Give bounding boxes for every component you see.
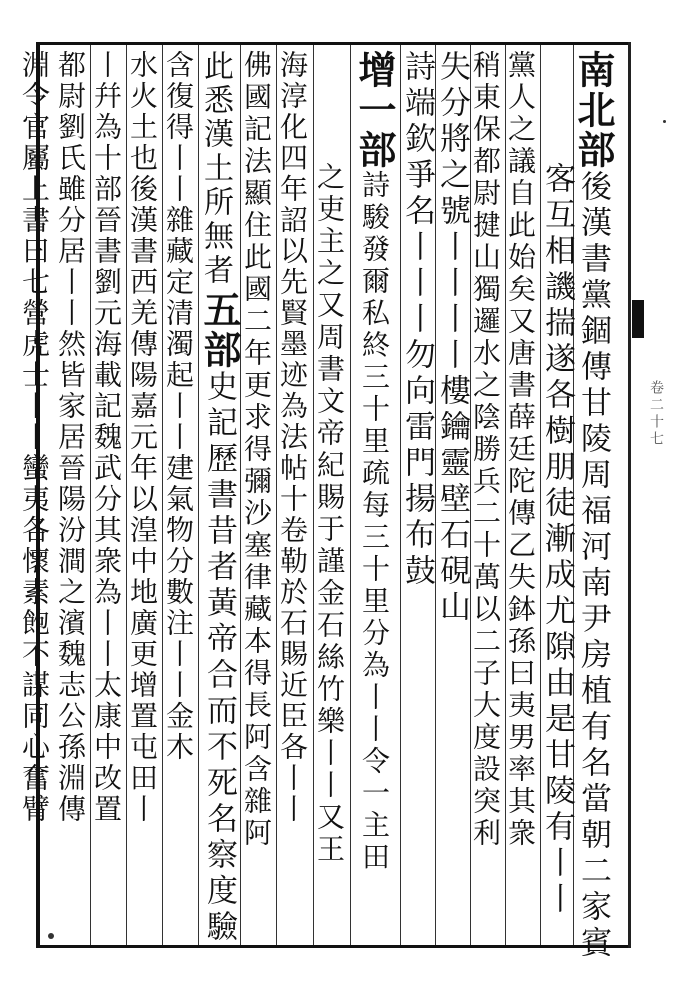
text-column <box>539 162 575 918</box>
column-text: 黨人之議自此始矣又唐書薛廷陀傳乙失鉢孫曰夷男率其衆 <box>504 50 537 850</box>
column-text: 客互相譏揣遂各樹朋徒漸成尤隙由是甘陵有丨丨 <box>539 162 575 918</box>
column-text: 此悉漢土所無者 <box>198 50 233 288</box>
column-text: 之吏主之又周書文帝紀賜于謹金石絲竹樂丨丨又王 <box>313 162 346 866</box>
column-rule <box>350 45 351 945</box>
text-column <box>352 50 397 874</box>
column-text: 淵令官屬上書曰七營虎士丨丨蠻夷各懷素飽不謀同心奮臂 <box>18 50 51 825</box>
column-text: 含復得丨丨雜藏定清濁起丨丨建氣物分數注丨丨金木 <box>162 50 195 763</box>
text-column <box>54 50 87 825</box>
column-text: 後漢書黨錮傳甘陵周福河南尹房植有名當朝二家賓 <box>575 170 611 962</box>
column-text: 丨幷為十部晉書劉元海載記魏武分其衆為丨丨太康中改置 <box>90 50 123 825</box>
text-column <box>126 50 159 825</box>
text-column <box>18 50 51 825</box>
margin-note: 卷二十七 <box>648 380 664 448</box>
text-column <box>197 290 242 946</box>
text-column <box>399 50 435 590</box>
text-column <box>313 162 346 866</box>
text-column <box>90 50 123 825</box>
column-text: 失分將之號丨丨丨丨樓鑰靈壁石硯山 <box>434 50 470 626</box>
text-column <box>198 50 233 288</box>
text-column <box>162 50 195 763</box>
column-text: 詩駿發爾私終三十里疏每三十里分為丨丨令一主田 <box>358 170 391 874</box>
column-text: 佛國記法顯住此國二年更求得彌沙塞律藏本得長阿含雜阿 <box>240 50 273 850</box>
text-column <box>240 50 273 850</box>
text-column <box>434 50 470 626</box>
text-column <box>571 50 616 962</box>
column-text: 水火土也後漢書西羌傳陽嘉元年以湟中地廣更增置屯田丨 <box>126 50 159 825</box>
entry-heading: 五部 <box>197 290 242 370</box>
column-text: 稍東保都尉揵山獨邏水之陰勝兵二十萬以二子大度設突利 <box>469 50 502 850</box>
page-frame-right-rule <box>628 42 631 948</box>
entry-heading: 增一部 <box>352 50 397 170</box>
column-text: 都尉劉氏雖分居丨丨然皆家居晉陽汾澗之濱魏志公孫淵傳 <box>54 50 87 825</box>
text-column <box>276 50 309 825</box>
ink-speck <box>48 933 54 939</box>
text-column <box>469 50 502 850</box>
entry-heading: 南北部 <box>571 50 616 170</box>
text-column <box>504 50 537 850</box>
column-text: 史記歷書昔者黃帝合而不死名察度驗 <box>201 370 237 946</box>
column-text: 海淳化四年詔以先賢墨迹為法帖十卷勒於石賜近臣各丨丨 <box>276 50 309 825</box>
ink-speck <box>663 120 666 123</box>
column-text: 詩端欽爭名丨丨丨勿向雷門揚布鼓 <box>399 50 435 590</box>
fold-mark <box>632 300 644 338</box>
